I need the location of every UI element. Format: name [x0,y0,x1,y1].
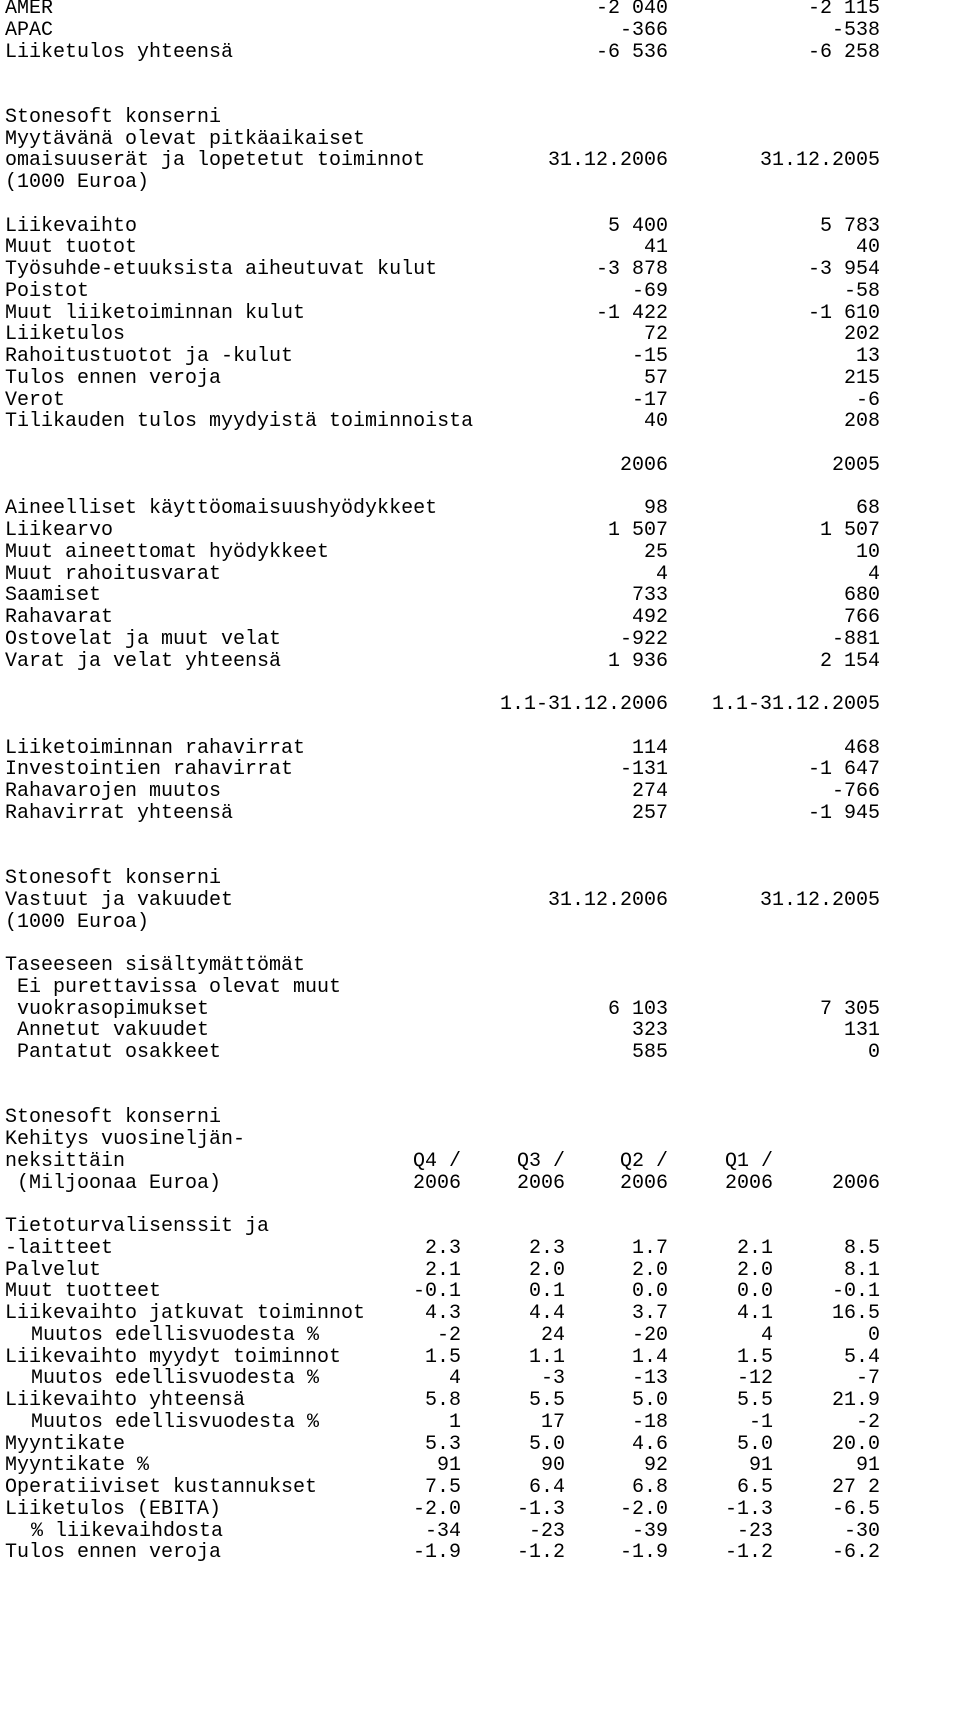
value-2006: -366 [619,18,668,42]
section-title-line [0,149,960,173]
row-label: Tulos ennen veroja [5,1541,222,1565]
column-header-year: 2006 [412,1171,461,1195]
asset-row [0,541,960,565]
row-label: Muutos edellisvuodesta % [31,1323,320,1347]
section-title-line [0,1128,960,1152]
row-label: Työsuhde-etuuksista aiheutuvat kulut [5,258,438,281]
income-row [0,280,960,304]
quarter-value: 5.5 [528,1389,565,1412]
column-header-year: 2006 [516,1171,565,1195]
quarter-value: 2.0 [528,1258,565,1282]
quarter-value: 4 [760,1323,773,1347]
income-row [0,345,960,369]
quarter-value: 92 [643,1454,668,1478]
value-2005: -6 258 [807,40,880,64]
value-2005: 7 305 [819,997,880,1021]
quarter-value: 16.5 [831,1302,880,1325]
quarter-value: 2.3 [528,1236,565,1260]
value-2006: 72 [643,323,668,347]
quarter-value: -34 [424,1519,461,1543]
row-label: Liiketulos [5,323,126,347]
income-row [0,236,960,260]
column-header-quarter: Q1 / [724,1149,773,1173]
row-label: Liikearvo [5,519,114,542]
row-label: vuokrasopimukset [17,997,210,1021]
asset-row [0,606,960,630]
commitments-group [0,954,960,978]
value-2006: -131 [619,758,668,782]
value-2006: 6 103 [607,997,668,1021]
row-label: Verot [5,388,66,412]
asset-row [0,497,960,521]
commitments-sublabel [0,976,960,1000]
quarter-value: -2.0 [412,1497,461,1521]
value-2005: 215 [843,366,880,390]
row-label: Aineelliset käyttöomaisuushyödykkeet [5,497,438,521]
quarter-value: 1 [448,1410,461,1434]
asset-row [0,584,960,608]
section-title: neksittäin [5,1149,126,1173]
quarter-value: 4.6 [631,1432,668,1456]
section-title-line [0,867,960,891]
quarter-value: -1.9 [412,1541,461,1565]
quarter-value: 91 [855,1454,880,1478]
section-title: Kehitys vuosineljän- [5,1128,246,1151]
section-title: Myytävänä olevat pitkäaikaiset [5,127,366,151]
quarter-value: 2.3 [424,1236,461,1260]
quarter-value: -18 [631,1410,668,1434]
quarter-value: 3.7 [631,1302,668,1325]
value-2005: 5 783 [819,214,880,238]
section-title-line [0,1106,960,1130]
value-2005: -58 [843,279,880,303]
value-2006: -3 878 [595,258,668,281]
row-label: Varat ja velat yhteensä [5,649,282,673]
commitment-row [0,998,960,1022]
value-2005: -1 647 [807,758,880,782]
value-2005: -766 [831,780,880,803]
row-label: Liiketoiminnan rahavirrat [5,736,306,760]
quarter-value: 5.4 [843,1345,880,1369]
value-2005: -538 [831,18,880,42]
value-2006: -69 [631,279,668,303]
section-title-line [0,911,960,935]
column-header-period: 1.1-31.12.2006 [499,693,668,716]
quarter-value: -2.0 [619,1497,668,1521]
value-2005: 2 154 [819,649,880,673]
commitment-row [0,1041,960,1065]
value-2006: 492 [631,606,668,629]
quarter-value: -1.3 [724,1497,773,1521]
quarter-value: -0.1 [412,1280,461,1304]
quarter-value: -6.5 [831,1497,880,1521]
value-2006: 733 [631,584,668,608]
row-label: Muut aineettomat hyödykkeet [5,540,330,564]
value-2006: -2 040 [595,0,668,20]
quarterly-row [0,1389,960,1413]
row-label: Ostovelat ja muut velat [5,627,282,651]
row-label: Liikevaihto [5,214,138,238]
section-title: (1000 Euroa) [5,910,150,934]
quarter-value: 0 [867,1323,880,1347]
row-label: Annetut vakuudet [17,1019,210,1043]
segment-row [0,19,960,43]
section-title-line [0,128,960,152]
quarter-value: 4.1 [736,1302,773,1325]
quarter-value: -2 [855,1410,880,1434]
value-2006: -17 [631,388,668,412]
row-label: Saamiset [5,584,102,608]
cashflow-row [0,780,960,804]
row-label: Operatiiviset kustannukset [5,1476,318,1499]
quarter-value: -20 [631,1323,668,1347]
cashflow-row [0,802,960,826]
quarter-value: 21.9 [831,1389,880,1412]
row-label: Rahoitustuotot ja -kulut [5,345,294,368]
row-label: Liiketulos yhteensä [5,40,234,64]
quarter-value: 1.1 [528,1345,565,1369]
value-2006: 323 [631,1019,668,1043]
quarter-value: -2 [436,1323,461,1347]
quarter-value: 6.4 [528,1476,565,1499]
quarter-value: -1.2 [516,1541,565,1565]
row-label: Myyntikate [5,1432,126,1456]
quarter-value: 4 [448,1367,461,1391]
quarterly-row [0,1433,960,1457]
value-2006: 98 [643,497,668,521]
value-2005: -1 945 [807,801,880,825]
value-2005: 766 [843,606,880,629]
quarter-value: -6.2 [831,1541,880,1565]
income-row [0,389,960,413]
quarter-value: -12 [736,1367,773,1391]
row-label: Ei purettavissa olevat muut [17,975,342,999]
row-label: % liikevaihdosta [31,1519,224,1543]
row-label: Muut tuotteet [5,1280,162,1304]
row-label: Tietoturvalisenssit ja [5,1215,270,1238]
section-title: (Miljoonaa Euroa) [17,1171,222,1195]
section-title: Stonesoft konserni [5,867,222,890]
row-label: Rahavarat [5,606,114,629]
value-2006: 57 [643,366,668,390]
column-header-date: 31.12.2005 [759,888,880,912]
quarter-value: 4.3 [424,1302,461,1325]
commitment-row [0,1019,960,1043]
quarter-value: -1 [748,1410,773,1434]
value-2006: 257 [631,801,668,825]
income-row [0,302,960,326]
section-title: omaisuuserät ja lopetetut toiminnot [5,149,426,173]
column-header-year: 2005 [831,453,880,477]
row-label: -laitteet [5,1236,114,1260]
quarter-value: -1.3 [516,1497,565,1521]
quarter-value: 91 [748,1454,773,1478]
row-label: Palvelut [5,1258,102,1282]
quarter-value: 6.5 [736,1476,773,1499]
quarterly-row [0,1367,960,1391]
value-2006: 114 [631,736,668,760]
income-row [0,215,960,239]
value-2005: 40 [855,236,880,260]
row-label: Muutos edellisvuodesta % [31,1367,320,1391]
row-label: Liikevaihto jatkuvat toiminnot [5,1302,366,1325]
quarter-value: 24 [540,1323,565,1347]
quarter-value: 5.8 [424,1389,461,1412]
asset-row [0,650,960,674]
assets-header [0,454,960,478]
quarter-value: 0.0 [736,1280,773,1304]
asset-row [0,563,960,587]
quarter-value: -1.2 [724,1541,773,1565]
quarter-value: 5.5 [736,1389,773,1412]
quarterly-row [0,1476,960,1500]
asset-row [0,519,960,543]
value-2006: 585 [631,1041,668,1064]
column-header-date: 31.12.2006 [547,149,668,173]
segment-row [0,41,960,65]
row-label: Liikevaihto yhteensä [5,1389,246,1412]
row-label: Investointien rahavirrat [5,758,294,782]
value-2005: -2 115 [807,0,880,20]
column-header-quarter: Q4 / [412,1149,461,1173]
value-2006: 274 [631,780,668,803]
section-title: Stonesoft konserni [5,1106,222,1130]
value-2005: 131 [843,1019,880,1043]
section-title: Vastuut ja vakuudet [5,888,234,912]
asset-row [0,628,960,652]
quarter-value: -1.9 [619,1541,668,1565]
quarter-value: 2.0 [631,1258,668,1282]
quarter-value: -23 [528,1519,565,1543]
value-2006: -15 [631,345,668,368]
quarterly-row [0,1259,960,1283]
cashflow-header [0,693,960,717]
quarter-value: 20.0 [831,1432,880,1456]
quarter-value: -30 [843,1519,880,1543]
value-2006: 1 936 [607,649,668,673]
value-2005: 680 [843,584,880,608]
cashflow-row [0,737,960,761]
section-title-line [0,106,960,130]
quarterly-label-line [0,1215,960,1239]
column-header-year: 2006 [724,1171,773,1195]
section-title: (1000 Euroa) [5,171,150,194]
quarterly-row [0,1280,960,1304]
value-2005: 10 [855,540,880,564]
income-row [0,410,960,434]
row-label: Tilikauden tulos myydyistä toiminnoista [5,410,474,434]
quarter-value: -13 [631,1367,668,1391]
row-label: Poistot [5,279,90,303]
quarter-value: 8.1 [843,1258,880,1282]
value-2005: 13 [855,345,880,368]
value-2005: 208 [843,410,880,434]
income-row [0,367,960,391]
quarter-value: 5.3 [424,1432,461,1456]
row-label: APAC [5,18,54,42]
value-2006: 1 507 [607,519,668,542]
row-label: AMER [5,0,54,20]
quarter-value: 90 [540,1454,565,1478]
quarter-value: -39 [631,1519,668,1543]
value-2005: 468 [843,736,880,760]
section-title-line [0,1172,960,1196]
quarter-value: 2.0 [736,1258,773,1282]
column-header-date: 31.12.2005 [759,149,880,173]
quarter-value: 8.5 [843,1236,880,1260]
quarter-value: -7 [855,1367,880,1391]
column-header-period: 1.1-31.12.2005 [711,693,880,716]
value-2006: 25 [643,540,668,564]
quarterly-row [0,1541,960,1565]
section-title: Stonesoft konserni [5,105,222,129]
row-label: Rahavarojen muutos [5,780,222,803]
quarter-value: 5.0 [631,1389,668,1412]
row-label: Muut liiketoiminnan kulut [5,301,306,325]
quarter-value: 91 [436,1454,461,1478]
value-2005: 1 507 [819,519,880,542]
value-2006: 5 400 [607,214,668,238]
value-2006: -6 536 [595,40,668,64]
quarterly-row [0,1324,960,1348]
row-label: Liiketulos (EBITA) [5,1497,222,1521]
column-header-date: 31.12.2006 [547,888,668,912]
value-2006: 4 [655,562,668,586]
quarterly-row [0,1498,960,1522]
income-row [0,323,960,347]
value-2005: 0 [867,1041,880,1064]
value-2005: 202 [843,323,880,347]
cashflow-row [0,758,960,782]
quarter-value: 27 2 [831,1476,880,1499]
quarter-value: 17 [540,1410,565,1434]
value-2005: -1 610 [807,301,880,325]
row-label: Tulos ennen veroja [5,366,222,390]
quarter-value: 2.1 [736,1236,773,1260]
column-header-year: 2006 [619,1171,668,1195]
value-2006: -1 422 [595,301,668,325]
quarter-value: 1.4 [631,1345,668,1369]
quarterly-row [0,1454,960,1478]
column-header-year: 2006 [619,453,668,477]
quarterly-row [0,1411,960,1435]
quarter-value: 4.4 [528,1302,565,1325]
row-label: Pantatut osakkeet [17,1041,222,1064]
quarterly-row [0,1237,960,1261]
row-label: Liikevaihto myydyt toiminnot [5,1345,342,1369]
section-title-line [0,889,960,913]
row-label: Rahavirrat yhteensä [5,801,234,825]
quarter-value: -0.1 [831,1280,880,1304]
value-2006: 41 [643,236,668,260]
quarter-value: 1.7 [631,1236,668,1260]
value-2006: -922 [619,627,668,651]
quarter-value: 1.5 [424,1345,461,1369]
section-title-line [0,171,960,195]
quarter-value: 0.0 [631,1280,668,1304]
quarterly-row [0,1302,960,1326]
quarterly-row [0,1520,960,1544]
quarter-value: 5.0 [528,1432,565,1456]
quarter-value: 2.1 [424,1258,461,1282]
row-label: Muutos edellisvuodesta % [31,1410,320,1434]
quarter-value: 0.1 [528,1280,565,1304]
row-label: Muut rahoitusvarat [5,562,222,586]
value-2005: 4 [867,562,880,586]
quarter-value: 6.8 [631,1476,668,1499]
income-row [0,258,960,282]
row-label: Muut tuotot [5,236,138,260]
quarter-value: 1.5 [736,1345,773,1369]
row-label: Taseeseen sisältymättömät [5,954,306,977]
quarter-value: 5.0 [736,1432,773,1456]
section-title-line [0,1150,960,1174]
quarter-value: -3 [540,1367,565,1391]
quarterly-row [0,1346,960,1370]
column-header-year: 2006 [831,1171,880,1195]
column-header-quarter: Q3 / [516,1149,565,1173]
column-header-quarter: Q2 / [619,1149,668,1173]
value-2005: -3 954 [807,258,880,281]
value-2005: -6 [855,388,880,412]
row-label: Myyntikate % [5,1454,150,1478]
quarter-value: 7.5 [424,1476,461,1499]
value-2005: -881 [831,627,880,651]
value-2006: 40 [643,410,668,434]
value-2005: 68 [855,497,880,521]
quarter-value: -23 [736,1519,773,1543]
